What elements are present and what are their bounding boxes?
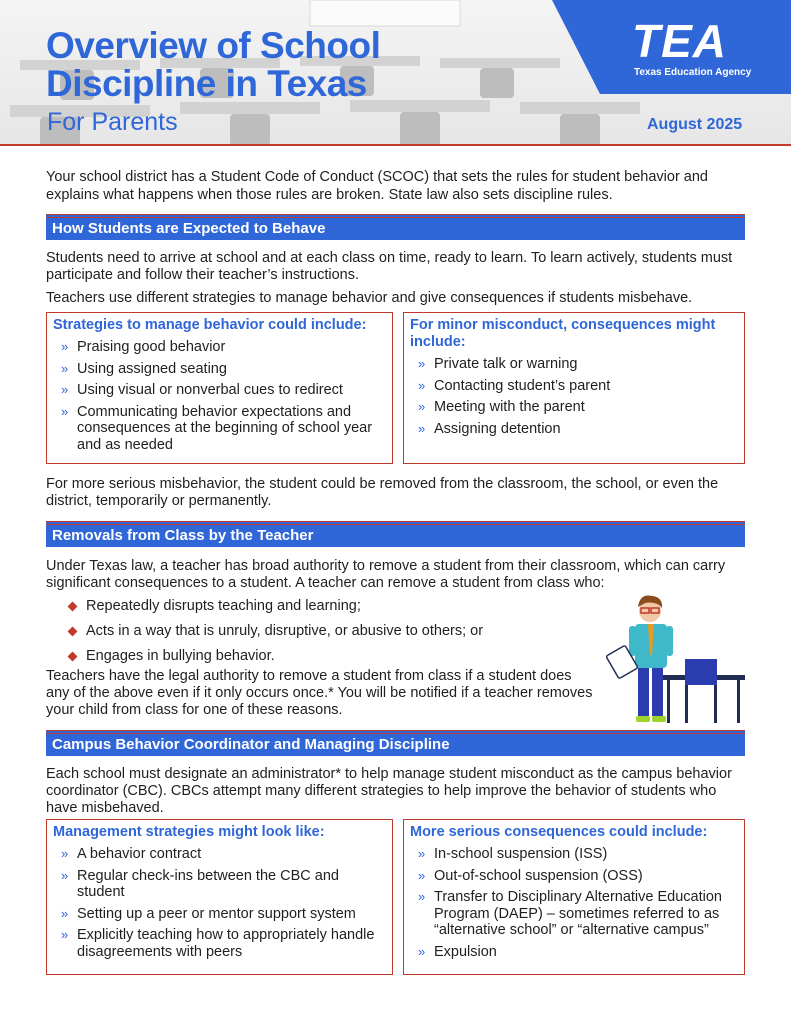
- removal-reasons-list: [66, 598, 586, 673]
- strategies-box-title: Strategies to manage behavior could include:: [53, 317, 367, 333]
- list-item: » Meeting with the parent: [418, 399, 585, 415]
- list-item: » Explicitly teaching how to appropriately handle disagreements with peers: [61, 927, 375, 960]
- serious-consequences-box: [403, 819, 745, 975]
- chevron-bullet-icon: »: [61, 339, 69, 354]
- list-item: » Contacting student’s parent: [418, 377, 611, 394]
- list-item: » Communicating behavior expectations and consequences at the beginning of school year and as needed: [61, 403, 373, 453]
- chevron-bullet-icon: »: [418, 889, 426, 904]
- page-title-line2: Discipline in Texas: [46, 63, 367, 104]
- list-item: Acts in a way that is unruly, disruptive, or abusive to others; or: [66, 623, 586, 640]
- list-item: » Regular check-ins between the CBC and student: [61, 867, 339, 900]
- strategies-box: [46, 312, 393, 464]
- chevron-bullet-icon: »: [61, 927, 69, 942]
- diamond-bullet-icon: [68, 652, 78, 662]
- section-banner-removals: Removals from Class by the Teacher: [46, 521, 745, 547]
- section-banner-expected-behavior: How Students are Expected to Behave: [46, 214, 745, 240]
- list-item: » Private talk or warning: [418, 356, 578, 372]
- chevron-bullet-icon: »: [61, 403, 69, 419]
- list-item: » Assigning detention: [418, 420, 561, 437]
- list-item: » Using assigned seating: [61, 360, 227, 377]
- management-strategies-box: [46, 819, 393, 975]
- list-item: » Setting up a peer or mentor support system: [61, 905, 356, 922]
- list-item: » Transfer to Disciplinary Alternative Education Program (DAEP) – sometimes referred to as “alternative school” or “alternative campus”: [418, 889, 722, 938]
- management-strategies-box-title: Management strategies might look like:: [53, 824, 325, 840]
- minor-misconduct-box: [403, 312, 745, 464]
- minor-misconduct-box-title: For minor misconduct, consequences might include:: [410, 317, 716, 350]
- list-item: Repeatedly disrupts teaching and learning;: [66, 598, 586, 615]
- diamond-bullet-icon: [68, 627, 78, 637]
- section2-paragraph-2: Teachers have the legal authority to remove a student from class if a student does any of the above even if it only occurs once.* You will be notified if a teacher removes your child from class for one of these reasons.: [46, 668, 593, 718]
- intro-paragraph: Your school district has a Student Code of Conduct (SCOC) that sets the rules for student behavior and explains what happens when those rules are broken. State law also sets discipline rules.: [46, 169, 708, 203]
- publication-date: August 2025: [647, 116, 743, 133]
- section-banner-campus-coordinator: Campus Behavior Coordinator and Managing Discipline: [46, 730, 745, 756]
- chevron-bullet-icon: »: [61, 905, 69, 921]
- teacher-illustration: [605, 593, 750, 725]
- tea-logo-subtitle: Texas Education Agency: [634, 67, 752, 78]
- chevron-bullet-icon: »: [418, 420, 426, 436]
- chevron-bullet-icon: »: [61, 382, 69, 397]
- page-title-line1: Overview of School: [46, 25, 381, 66]
- list-item: » In-school suspension (ISS): [418, 846, 608, 862]
- page-header: [0, 0, 791, 146]
- list-item: » Out-of-school suspension (OSS): [418, 867, 643, 884]
- tea-logo: TEA: [632, 15, 727, 67]
- section1-paragraph-1: Students need to arrive at school and at each class on time, ready to learn. To learn actively, students must participate and follow their teacher’s instructions.: [46, 250, 733, 283]
- chevron-bullet-icon: »: [61, 846, 69, 861]
- header-divider: [0, 144, 791, 146]
- chevron-bullet-icon: »: [61, 867, 69, 883]
- list-item: Engages in bullying behavior.: [66, 648, 586, 665]
- chevron-bullet-icon: »: [418, 943, 426, 959]
- diamond-bullet-icon: [68, 602, 78, 612]
- chevron-bullet-icon: »: [418, 356, 426, 371]
- chevron-bullet-icon: »: [418, 867, 426, 883]
- list-item: » A behavior contract: [61, 846, 202, 862]
- list-item: » Expulsion: [418, 943, 497, 960]
- section1-paragraph-2: Teachers use different strategies to manage behavior and give consequences if students misbehave.: [46, 290, 693, 306]
- section1-paragraph-3: For more serious misbehavior, the student could be removed from the classroom, the school, or even the district, temporarily or permanently.: [46, 476, 719, 509]
- chevron-bullet-icon: »: [418, 846, 426, 861]
- page-subtitle: For Parents: [47, 108, 178, 136]
- list-item: » Using visual or nonverbal cues to redirect: [61, 382, 343, 398]
- serious-consequences-box-title: More serious consequences could include:: [410, 824, 708, 840]
- chevron-bullet-icon: »: [418, 377, 426, 393]
- chevron-bullet-icon: »: [61, 360, 69, 376]
- section2-paragraph-1: Under Texas law, a teacher has broad authority to remove a student from their classroom, which can carry significant consequences to a student. A teacher can remove a student from class who:: [46, 558, 726, 591]
- chevron-bullet-icon: »: [418, 399, 426, 414]
- section3-paragraph-1: Each school must designate an administrator* to help manage student misconduct as the campus behavior coordinator (CBC). CBCs attempt many different strategies to help improve the behavior of students who have misbehaved.: [46, 766, 732, 816]
- list-item: » Praising good behavior: [61, 339, 226, 355]
